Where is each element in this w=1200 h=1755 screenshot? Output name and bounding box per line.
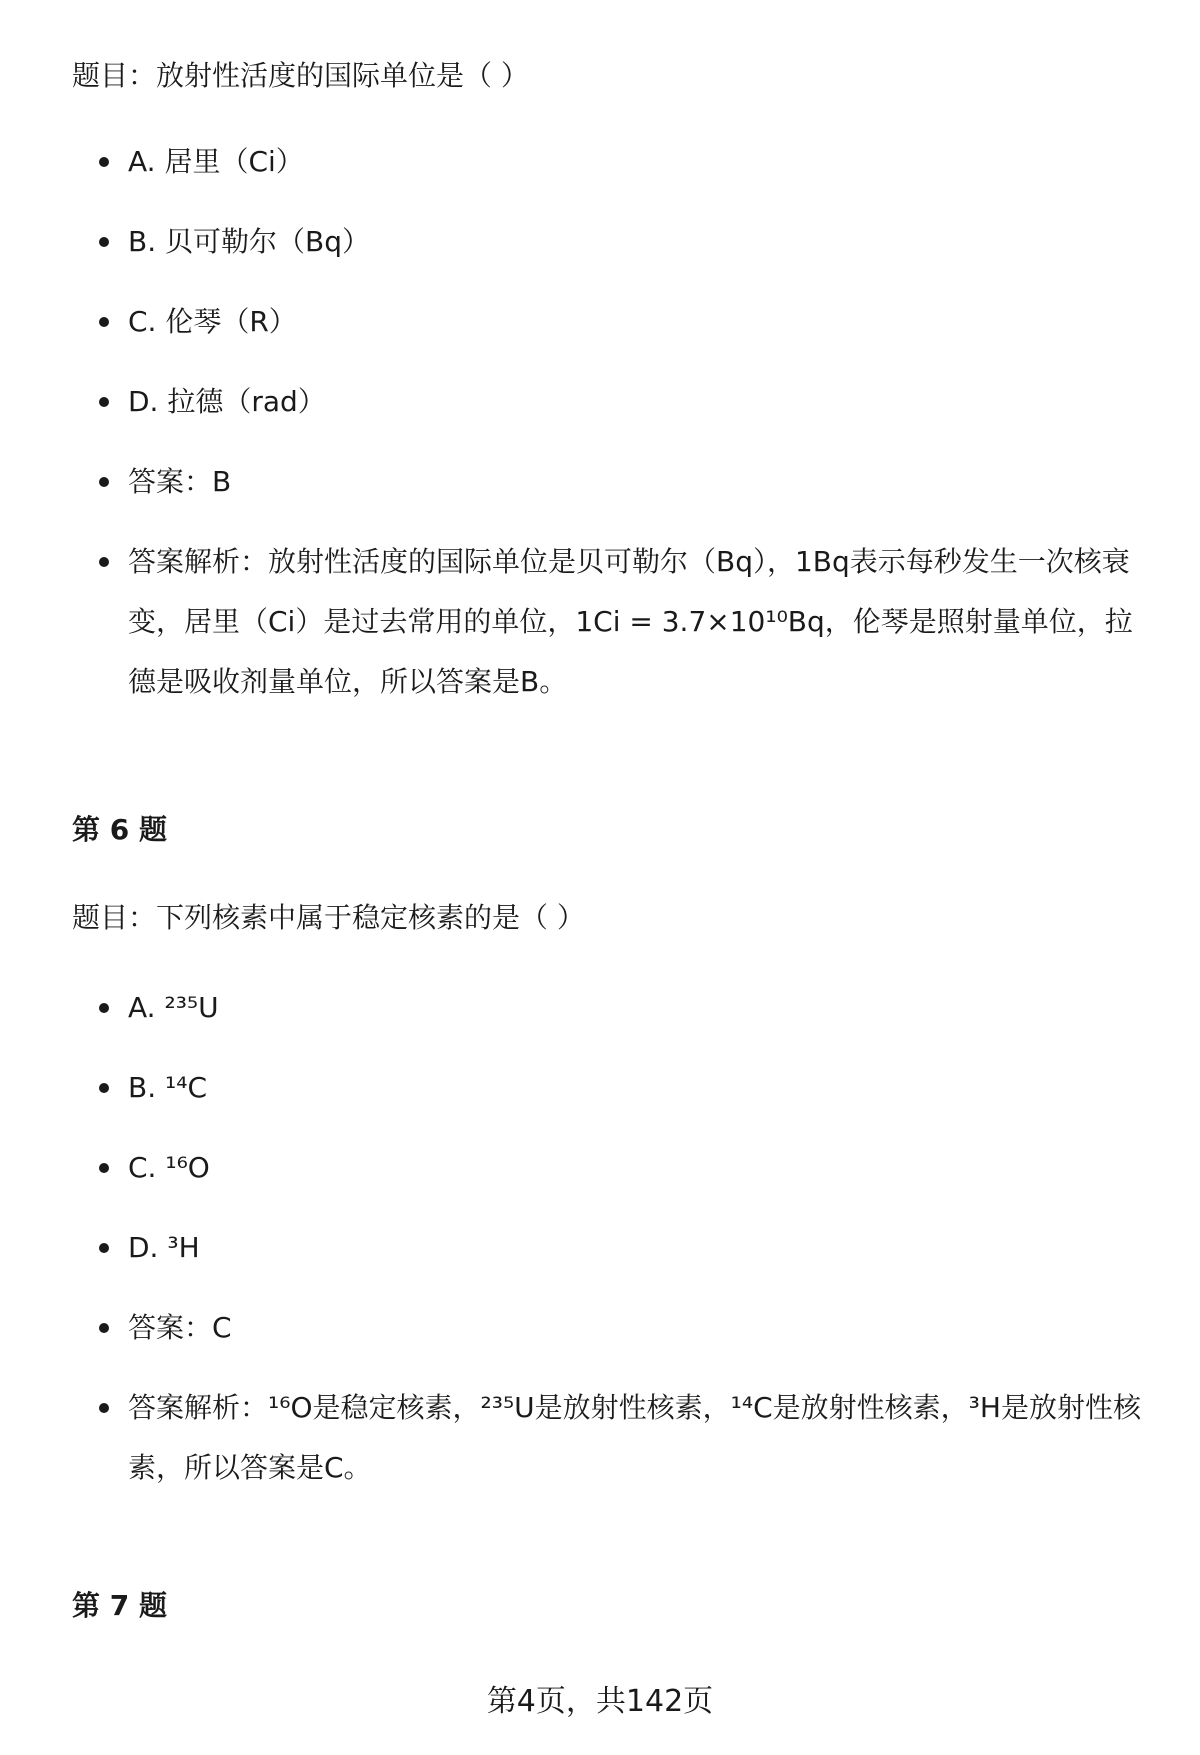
option-c: C. 伦琴（R） xyxy=(72,292,1152,352)
question-6 xyxy=(72,810,1152,898)
question-5-options xyxy=(72,132,1152,742)
answer-explanation: 答案解析：¹⁶O是稳定核素，²³⁵U是放射性核素，¹⁴C是放射性核素，³H是放射性核素，所以答案是C。 xyxy=(72,1378,1152,1498)
option-d: D. ³H xyxy=(72,1218,1152,1278)
option-a: A. ²³⁵U xyxy=(72,978,1152,1038)
answer: 答案：C xyxy=(72,1298,1152,1358)
option-c: C. ¹⁶O xyxy=(72,1138,1152,1198)
question-text: 题目：放射性活度的国际单位是（ ） xyxy=(72,59,529,92)
page-number: 第4页，共142页 xyxy=(486,1684,714,1719)
question-6-options xyxy=(72,978,1152,1528)
option-list xyxy=(72,132,1152,712)
question-text: 题目：下列核素中属于稳定核素的是（ ） xyxy=(72,901,585,934)
option-b: B. ¹⁴C xyxy=(72,1058,1152,1118)
question-heading: 第 7 题 xyxy=(72,1589,167,1622)
question-7 xyxy=(72,1586,1152,1674)
question-heading: 第 6 题 xyxy=(72,813,167,846)
question-6-text xyxy=(72,898,1152,968)
option-b: B. 贝可勒尔（Bq） xyxy=(72,212,1152,272)
answer: 答案：B xyxy=(72,452,1152,512)
option-d: D. 拉德（rad） xyxy=(72,372,1152,432)
option-a: A. 居里（Ci） xyxy=(72,132,1152,192)
option-list xyxy=(72,978,1152,1498)
question-5 xyxy=(72,56,1152,126)
answer-explanation: 答案解析：放射性活度的国际单位是贝可勒尔（Bq），1Bq表示每秒发生一次核衰变，居里（Ci）是过去常用的单位，1Ci = 3.7×10¹⁰Bq，伦琴是照射量单位，拉德是吸收剂量单位，所以答案是B。 xyxy=(72,532,1152,712)
